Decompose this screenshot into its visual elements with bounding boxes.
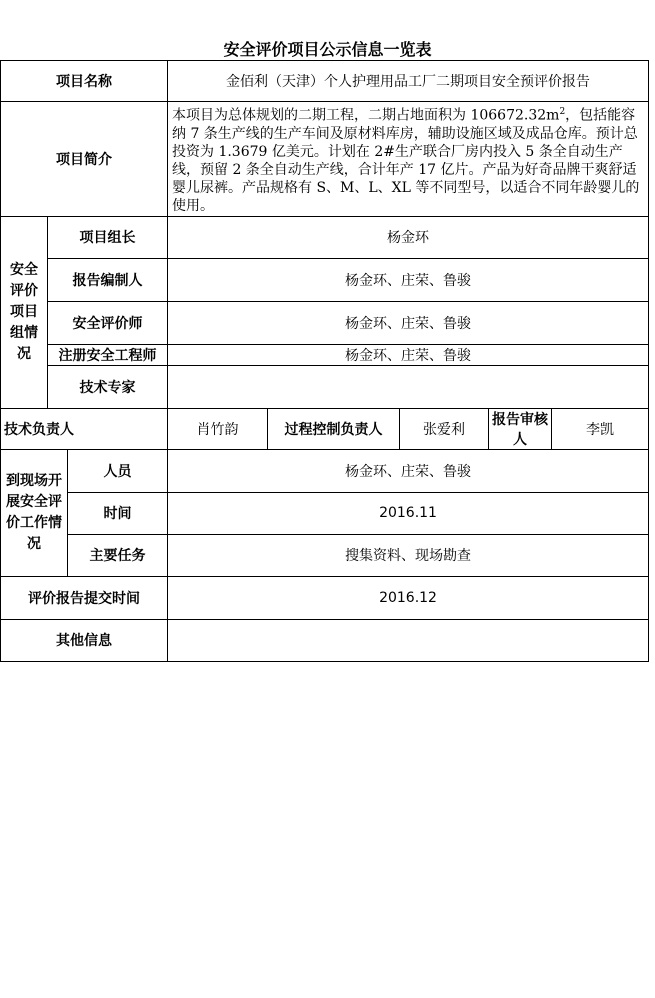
safety-assessor-value: 杨金环、庄荣、鲁骏 (168, 301, 649, 344)
team-leader-label: 项目组长 (48, 216, 168, 258)
project-intro-text-b: ，包括能容纳 7 条生产线的生产车间及原材料库房，辅助设施区域及成品仓库。预计总投资为 1.3679 亿美元。计划在 2#生产联合厂房内投入 5 条全自动生产线，预留 2 条全自动生产线，合计年产 17 亿片。产品为好奇品牌干爽舒适婴儿尿裤。产品规格有 S、M、L、XL 等不同型号，以适合不同年龄婴儿的使用。 (172, 107, 640, 214)
onsite-time-label: 时间 (68, 492, 168, 534)
row-onsite-task (1, 534, 649, 576)
submit-time-label: 评价报告提交时间 (1, 576, 168, 619)
other-info-value (168, 619, 649, 661)
row-report-author (1, 258, 649, 301)
onsite-group-label: 到现场开展安全评价工作情况 (1, 449, 68, 576)
row-other-info (1, 619, 649, 661)
project-intro-superscript: 2 (559, 107, 566, 117)
onsite-staff-label: 人员 (68, 449, 168, 492)
team-group-label: 安全评价项目组情况 (1, 216, 48, 408)
info-table (0, 60, 649, 662)
onsite-staff-value: 杨金环、庄荣、鲁骏 (168, 449, 649, 492)
report-author-label: 报告编制人 (48, 258, 168, 301)
row-responsible (1, 408, 649, 449)
row-onsite-staff (1, 449, 649, 492)
tech-lead-label: 技术负责人 (1, 408, 168, 449)
project-name-value: 金佰利（天津）个人护理用品工厂二期项目安全预评价报告 (168, 61, 649, 102)
onsite-time-value: 2016.11 (168, 492, 649, 534)
onsite-task-label: 主要任务 (68, 534, 168, 576)
report-author-value: 杨金环、庄荣、鲁骏 (168, 258, 649, 301)
project-name-label: 项目名称 (1, 61, 168, 102)
report-reviewer-label: 报告审核人 (489, 408, 552, 449)
tech-lead-value: 肖竹韵 (168, 408, 268, 449)
team-leader-value: 杨金环 (168, 216, 649, 258)
project-intro-text-a: 本项目为总体规划的二期工程，二期占地面积为 106672.32m (172, 107, 560, 124)
row-safety-assessor (1, 301, 649, 344)
project-intro-value (168, 102, 649, 217)
safety-assessor-label: 安全评价师 (48, 301, 168, 344)
row-tech-expert (1, 365, 649, 408)
tech-expert-value (168, 365, 649, 408)
other-info-label: 其他信息 (1, 619, 168, 661)
process-control-value: 张爱利 (400, 408, 489, 449)
submit-time-value: 2016.12 (168, 576, 649, 619)
report-reviewer-value: 李凯 (552, 408, 649, 449)
row-project-name (1, 61, 649, 102)
onsite-task-value: 搜集资料、现场勘查 (168, 534, 649, 576)
tech-expert-label: 技术专家 (48, 365, 168, 408)
project-intro-label: 项目简介 (1, 102, 168, 217)
page-title: 安全评价项目公示信息一览表 (223, 40, 432, 59)
row-team-leader (1, 216, 649, 258)
safety-engineer-value: 杨金环、庄荣、鲁骏 (168, 344, 649, 365)
row-onsite-time (1, 492, 649, 534)
process-control-label: 过程控制负责人 (268, 408, 400, 449)
row-project-intro (1, 102, 649, 217)
row-safety-engineer (1, 344, 649, 365)
safety-engineer-label: 注册安全工程师 (48, 344, 168, 365)
row-submit-time (1, 576, 649, 619)
